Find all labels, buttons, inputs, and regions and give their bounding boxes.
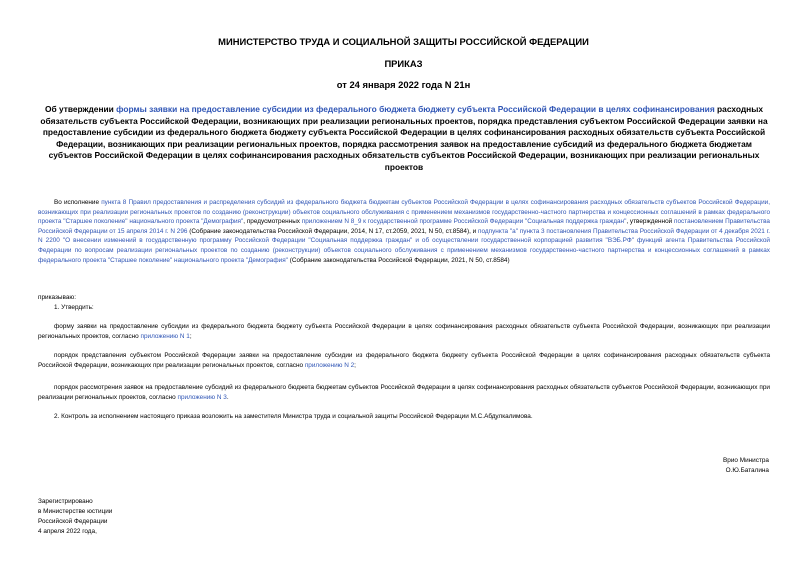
ministry-heading: МИНИСТЕРСТВО ТРУДА И СОЦИАЛЬНОЙ ЗАЩИТЫ РОССИЙСКОЙ ФЕДЕРАЦИИ [218, 36, 589, 47]
document-title [36, 104, 772, 174]
item-1-end: ; [189, 332, 192, 340]
preamble-text-4: (Собрание законодательства Российской Федерации, 2014, N 17, ст.2059, 2021, N 50, ст.8584), и [187, 227, 479, 235]
title-link[interactable]: формы заявки на предоставление субсидии из федерального бюджета бюджету субъекта Российской Федерации в целях софинансирования [116, 104, 715, 114]
signature-block [723, 456, 769, 476]
registration-line-4: 4 апреля 2022 года, [38, 528, 97, 535]
preamble-text-1: Во исполнение [54, 199, 102, 206]
appendix-1-link[interactable]: приложению N 1 [140, 332, 190, 340]
item-1-text: форму заявки на предоставление субсидии из федерального бюджета бюджету субъекта Российской Федерации в целях софинансирования расходных обязательств субъекта Российской Федерации, возникающих при реализации региональных проектов, согласно [38, 323, 770, 340]
registration-line-1: Зарегистрировано [38, 498, 93, 505]
preamble-link-appendix[interactable]: приложением N 8_9 к государственной программе Российской Федерации "Социальная поддержка граждан" [301, 218, 627, 226]
item-2-end: ; [354, 361, 356, 369]
preamble-text-2: , предусмотренных [243, 218, 302, 226]
signatory-position: Врио Министра [723, 457, 769, 464]
approve-item-1 [38, 322, 770, 341]
signatory-name: О.Ю.Баталина [725, 467, 769, 474]
preamble-link-rules[interactable]: пункта 8 Правил предоставления и распределения субсидий из федерального бюджета бюджетам субъектов Российской Федерации в целях софинансирования расходных обязательств субъектов Российской Федерации, возникающих при реализации региональных проектов по созданию (реконструкции) объектов социального обслуживания с применением механизмов государственно-частного партнерства и концессионных соглашений в рамках федерального проекта "Старшее поколение" национального проекта "Демография" [38, 199, 770, 226]
preamble-paragraph [38, 198, 770, 265]
registration-line-2: в Министерстве юстиции [38, 508, 113, 515]
approve-item-2 [38, 351, 770, 370]
title-prefix: Об утверждении [44, 104, 117, 114]
title-rest: расходных обязательств субъекта Российской Федерации, возникающих при реализации региональных проектов, порядка представления субъектом Российской Федерации заявки на предоставление субсидии из федерального бюджета бюджету субъекта Российской Федерации в целях софинансирования расходных обязательств субъекта Российской Федерации, возникающих при реализации региональных проектов, порядка рассмотрения заявок на предоставление субсидий из федерального бюджета бюджетам субъектов Российской Федерации в целях софинансирования расходных обязательств субъектов Российской Федерации, возникающих при реализации региональных проектов [40, 104, 768, 172]
appendix-3-link[interactable]: приложению N 3 [177, 393, 227, 401]
orders-line: приказываю: [38, 294, 76, 301]
item-2-text: порядок представления субъектом Российской Федерации заявки на предоставление субсидии из федерального бюджета бюджету субъекта Российской Федерации в целях софинансирования расходных обязательств субъекта Российской Федерации, возникающих при реализации региональных проектов, согласно [38, 352, 770, 369]
preamble-text-5: (Собрание законодательства Российской Федерации, 2021, N 50, ст.8584) [287, 256, 510, 264]
preamble-text-3: , утвержденной [626, 218, 674, 226]
preamble-link-resolution-296[interactable]: постановлением Правительства Российской Федерации от 15 апреля 2014 г. N 296 [38, 218, 770, 235]
document-date-number: от 24 января 2022 года N 21н [336, 79, 471, 90]
item-3-text: порядок рассмотрения заявок на предоставление субсидий из федерального бюджета бюджетам субъектов Российской Федерации в целях софинансирования расходных обязательств субъектов Российской Федерации, возникающих при реализации региональных проектов, согласно [38, 384, 770, 401]
document-type: ПРИКАЗ [384, 58, 423, 69]
item-3-end: . [226, 393, 229, 401]
registration-block [38, 497, 112, 537]
registration-line-3: Российской Федерации [38, 518, 108, 525]
control-paragraph: 2. Контроль за исполнением настоящего приказа возложить на заместителя Министра труда и социальной защиты Российской Федерации М.С.Абдулкалимова. [54, 413, 533, 420]
appendix-2-link[interactable]: приложению N 2 [304, 361, 355, 369]
approve-item-3 [38, 383, 770, 402]
approve-line: 1. Утвердить: [54, 304, 94, 311]
preamble-link-resolution-2200[interactable]: подпункта "а" пункта 3 постановления Правительства Российской Федерации от 4 декабря 2021 г. N 2200 "О внесении изменений в государственную программу Российской Федерации "Социальная поддержка граждан" и об осуществлении государственной корпорацией развития "ВЭБ.РФ" функций агента Правительства Российской Федерации по вопросам реализации региональных проектов по созданию (реконструкции) объектов социального обслуживания с применением механизмов государственно-частного партнерства и концессионных соглашений в рамках федерального проекта "Старшее поколение" национального проекта "Демография" [38, 227, 770, 264]
